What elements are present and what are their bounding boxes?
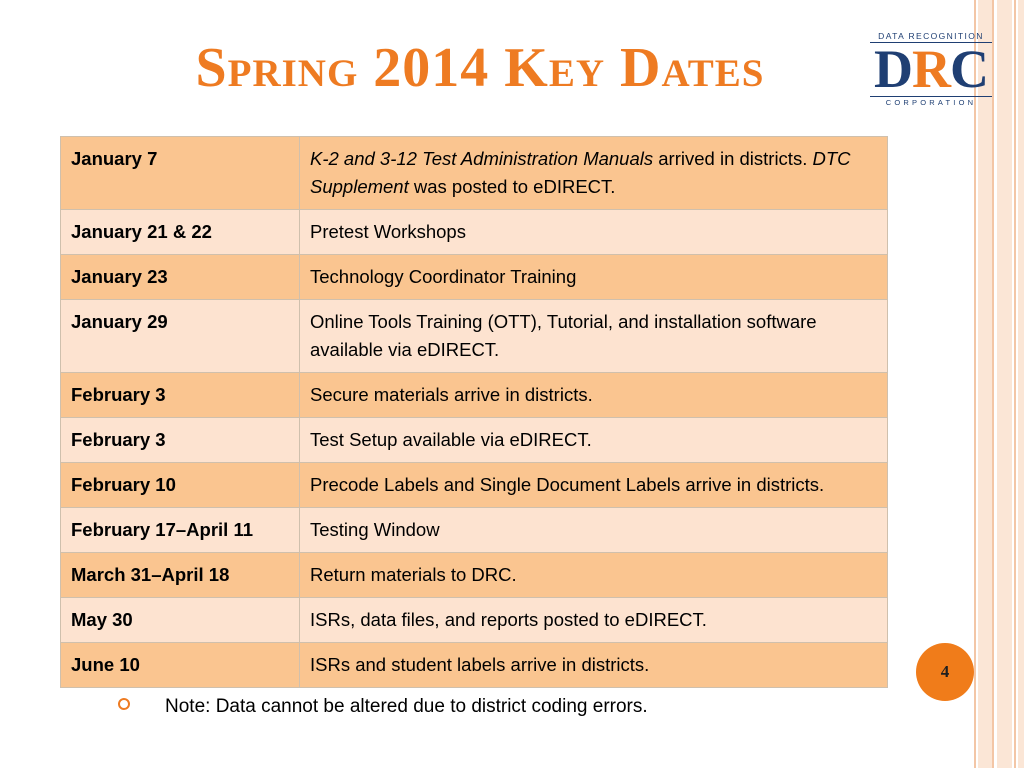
key-dates-table-body xyxy=(61,137,888,688)
event-text: Test Setup available via eDIRECT. xyxy=(310,429,592,450)
event-text: DTC Supplement xyxy=(310,148,851,197)
date-cell: February 3 xyxy=(61,418,300,463)
table-row xyxy=(61,643,888,688)
logo-letter-c: C xyxy=(950,39,988,99)
event-text: Online Tools Training (OTT), Tutorial, and installation software available via eDIRECT. xyxy=(310,311,817,360)
event-text: was posted to eDIRECT. xyxy=(408,176,616,197)
date-cell: June 10 xyxy=(61,643,300,688)
logo-rule-bottom xyxy=(870,96,992,97)
table-row xyxy=(61,508,888,553)
page-number-badge: 4 xyxy=(916,643,974,701)
logo-letter-r: R xyxy=(912,39,950,99)
logo-letter-d: D xyxy=(874,39,912,99)
event-text: arrived in districts. xyxy=(653,148,813,169)
bullet-circle-icon xyxy=(118,698,130,710)
table-row xyxy=(61,300,888,373)
event-text: Pretest Workshops xyxy=(310,221,466,242)
slide-title: Spring 2014 Key Dates xyxy=(195,37,765,99)
event-cell xyxy=(300,418,888,463)
event-text: Precode Labels and Single Document Labels arrive in districts. xyxy=(310,474,825,495)
note-text: Note: Data cannot be altered due to district coding errors. xyxy=(165,696,648,717)
event-cell xyxy=(300,508,888,553)
event-cell xyxy=(300,553,888,598)
event-text: Testing Window xyxy=(310,519,440,540)
event-text: K-2 and 3-12 Test Administration Manuals xyxy=(310,148,654,169)
drc-logo xyxy=(870,31,992,107)
event-cell xyxy=(300,463,888,508)
event-cell xyxy=(300,373,888,418)
date-cell: February 3 xyxy=(61,373,300,418)
logo-bottom-text: CORPORATION xyxy=(885,98,977,107)
table-row xyxy=(61,598,888,643)
event-cell xyxy=(300,643,888,688)
date-cell: May 30 xyxy=(61,598,300,643)
table-row xyxy=(61,373,888,418)
date-cell: January 29 xyxy=(61,300,300,373)
date-cell: January 7 xyxy=(61,137,300,210)
event-cell xyxy=(300,598,888,643)
event-cell xyxy=(300,300,888,373)
table-row xyxy=(61,553,888,598)
table-row xyxy=(61,210,888,255)
date-cell: January 21 & 22 xyxy=(61,210,300,255)
date-cell: March 31–April 18 xyxy=(61,553,300,598)
table-row xyxy=(61,137,888,210)
date-cell: February 10 xyxy=(61,463,300,508)
table-row xyxy=(61,255,888,300)
logo-letters xyxy=(870,41,992,97)
event-text: Technology Coordinator Training xyxy=(310,266,577,287)
logo-top-text: DATA RECOGNITION xyxy=(878,31,984,41)
event-cell xyxy=(300,137,888,210)
event-text: Return materials to DRC. xyxy=(310,564,517,585)
key-dates-table xyxy=(60,136,888,688)
date-cell: February 17–April 11 xyxy=(61,508,300,553)
event-text: Secure materials arrive in districts. xyxy=(310,384,593,405)
table-row xyxy=(61,463,888,508)
event-cell xyxy=(300,255,888,300)
date-cell: January 23 xyxy=(61,255,300,300)
event-text: ISRs and student labels arrive in districts. xyxy=(310,654,650,675)
note-line xyxy=(118,696,648,718)
event-cell xyxy=(300,210,888,255)
table-row xyxy=(61,418,888,463)
event-text: ISRs, data files, and reports posted to eDIRECT. xyxy=(310,609,707,630)
